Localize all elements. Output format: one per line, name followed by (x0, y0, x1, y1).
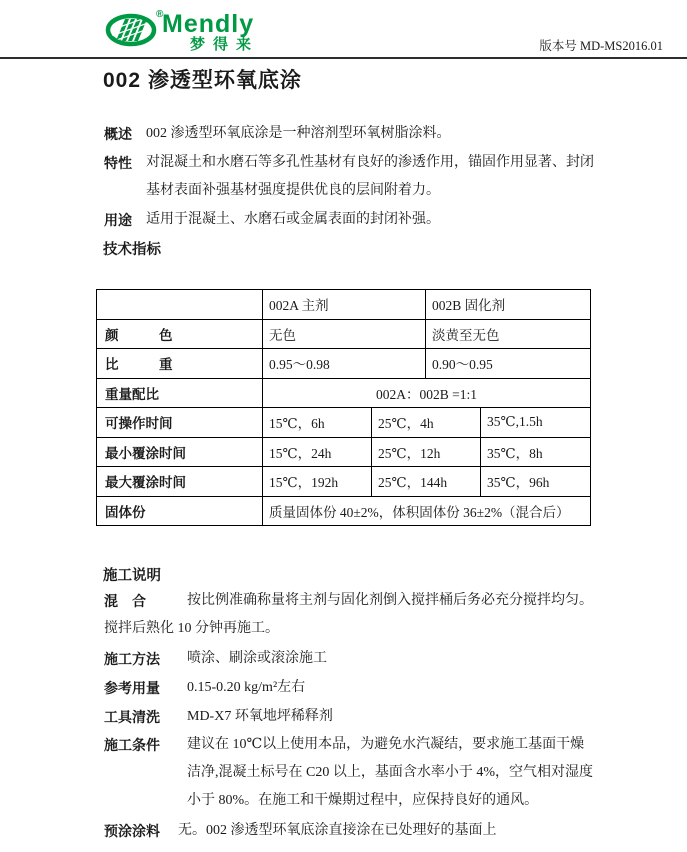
dosage-label: 参考用量 (104, 680, 160, 696)
dosage-row (104, 679, 305, 697)
conditions-row (104, 736, 584, 754)
features-text-line2: 基材表面补强基材强度提供优良的层间附着力。 (146, 183, 440, 198)
spec-header-empty-cell (97, 290, 263, 320)
min-recoat-35c: 35℃，8h (481, 437, 591, 467)
method-label: 施工方法 (104, 651, 160, 667)
precoat-row (104, 822, 497, 840)
features-row (104, 154, 594, 172)
ratio-label: 重量配比 (97, 378, 263, 408)
conditions-label: 施工条件 (104, 737, 160, 753)
conditions-text-line1: 建议在 10℃以上使用本品，为避免水汽凝结，要求施工基面干燥 (187, 737, 585, 752)
usage-label: 用途 (104, 212, 132, 228)
tech-spec-heading: 技术指标 (103, 242, 161, 258)
header-divider (0, 57, 687, 59)
pot-life-15c: 15℃，6h (263, 408, 372, 438)
pot-life-25c: 25℃，4h (372, 408, 481, 438)
gravity-hardener-value: 0.90～0.95 (426, 349, 591, 379)
tool-cleaning-text: MD-X7 环氧地坪稀释剂 (187, 709, 333, 724)
precoat-text: 无。002 渗透型环氧底涂直接涂在已处理好的基面上 (178, 823, 497, 838)
tool-cleaning-label: 工具清洗 (104, 709, 160, 725)
min-recoat-25c: 25℃，12h (372, 437, 481, 467)
spec-color-row (97, 319, 591, 349)
mixing-text: 按比例准确称量将主剂与固化剂倒入搅拌桶后务必充分搅拌均匀。 (187, 593, 593, 608)
brand-name: Mendly (162, 10, 255, 38)
dosage-text: 0.15-0.20 kg/m²左右 (187, 680, 306, 695)
method-text: 喷涂、刷涂或滚涂施工 (187, 651, 327, 666)
color-main-value: 无色 (263, 319, 426, 349)
overview-text: 002 渗透型环氧底涂是一种溶剂型环氧树脂涂料。 (146, 126, 451, 141)
version-label: 版本号 MD-MS2016.01 (539, 39, 663, 53)
overview-row (104, 125, 451, 143)
max-recoat-25c: 25℃，144h (372, 467, 481, 497)
brand-name-cn: 梦得来 (190, 37, 260, 53)
conditions-text-line3: 小于 80%。在施工和干燥期过程中，应保持良好的通风。 (187, 793, 539, 808)
gravity-main-value: 0.95～0.98 (263, 349, 426, 379)
color-hardener-value: 淡黄至无色 (426, 319, 591, 349)
construction-heading: 施工说明 (103, 568, 161, 584)
spec-table (96, 289, 591, 526)
pot-life-label: 可操作时间 (97, 408, 263, 438)
registered-trademark-icon: ® (156, 9, 164, 20)
spec-header-row (97, 290, 591, 320)
spec-solids-row (97, 496, 591, 526)
mixing-label: 混 合 (104, 593, 146, 609)
pot-life-35c: 35℃,1.5h (481, 408, 591, 438)
color-label: 颜 色 (97, 319, 263, 349)
usage-row (104, 211, 440, 229)
solids-value: 质量固体份 40±2%，体积固体份 36±2%（混合后） (263, 496, 591, 526)
spec-header-main-agent: 002A 主剂 (263, 290, 426, 320)
mendly-oval-m-icon (105, 13, 157, 47)
features-text-line1: 对混凝土和水磨石等多孔性基材有良好的渗透作用，锚固作用显著、封闭 (146, 155, 594, 170)
precoat-label: 预涂涂料 (104, 823, 160, 839)
spec-max-recoat-row (97, 467, 591, 497)
features-label: 特性 (104, 155, 132, 171)
method-row (104, 650, 327, 668)
spec-ratio-row (97, 378, 591, 408)
min-recoat-15c: 15℃，24h (263, 437, 372, 467)
max-recoat-15c: 15℃，192h (263, 467, 372, 497)
solids-label: 固体份 (97, 496, 263, 526)
mixing-text-continued: 搅拌后熟化 10 分钟再施工。 (104, 621, 279, 636)
gravity-label: 比 重 (97, 349, 263, 379)
mixing-row (104, 592, 593, 610)
max-recoat-35c: 35℃，96h (481, 467, 591, 497)
usage-text: 适用于混凝土、水磨石或金属表面的封闭补强。 (146, 212, 440, 227)
max-recoat-label: 最大覆涂时间 (97, 467, 263, 497)
conditions-text-line2: 洁净,混凝土标号在 C20 以上，基面含水率小于 4%，空气相对湿度 (187, 765, 593, 780)
spec-min-recoat-row (97, 437, 591, 467)
spec-gravity-row (97, 349, 591, 379)
overview-label: 概述 (104, 126, 132, 142)
ratio-value: 002A：002B =1:1 (263, 378, 591, 408)
spec-pot-life-row (97, 408, 591, 438)
tool-cleaning-row (104, 708, 333, 726)
min-recoat-label: 最小覆涂时间 (97, 437, 263, 467)
spec-header-hardener: 002B 固化剂 (426, 290, 591, 320)
page-title: 002 渗透型环氧底涂 (103, 69, 302, 92)
